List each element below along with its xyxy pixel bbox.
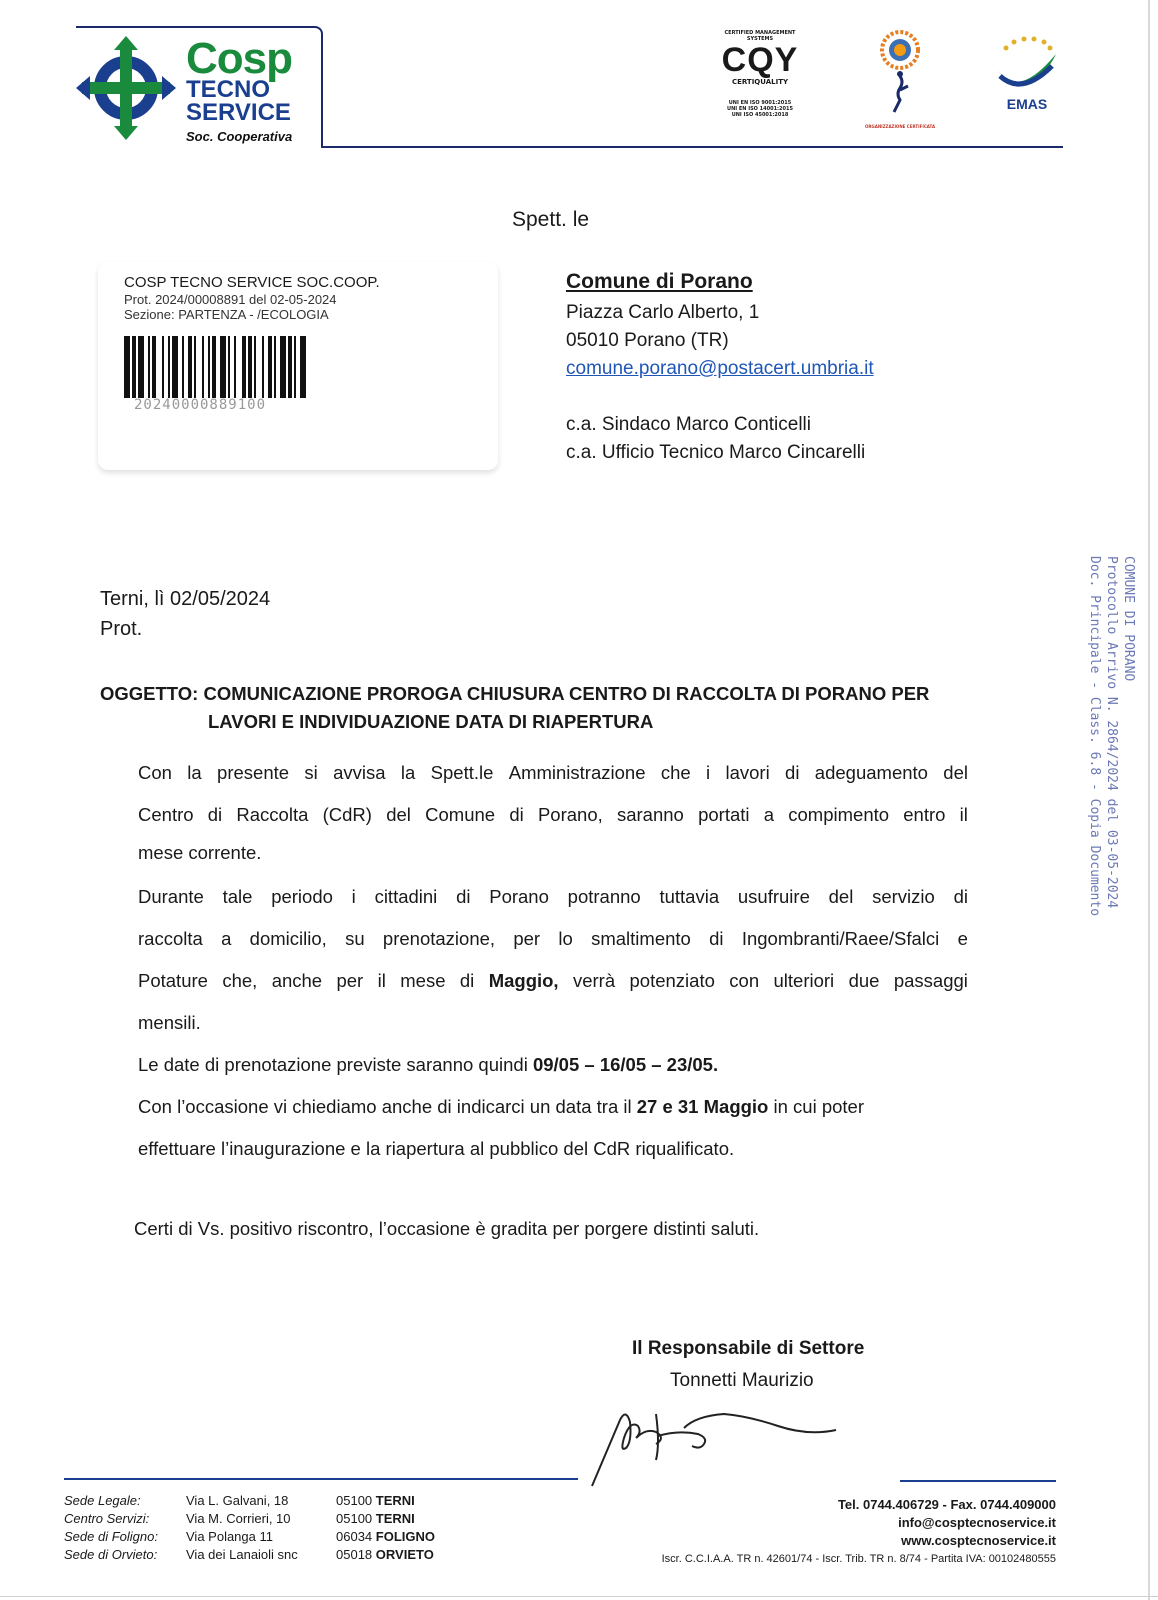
word: la [187,762,202,783]
word: di [953,886,968,907]
cert-norm: UNI ISO 45001:2018 [731,112,789,118]
signatory-name: Tonnetti Maurizio [670,1370,814,1391]
word: con [729,970,760,991]
salutation: Spett. le [512,208,590,231]
footer-email-link[interactable]: info@cosptecnoservice.it [898,1515,1056,1530]
subject-line-2: LAVORI E INDIVIDUAZIONE DATA DI RIAPERTURA [208,711,654,732]
flower-icon [864,30,936,122]
office-label: Sede di Foligno: [64,1529,158,1544]
office-row [64,1492,476,1510]
word: di [785,762,800,783]
office-row [64,1546,476,1564]
word: di [509,804,524,825]
cert-norm: UNI EN ISO 14001:2015 [727,106,793,112]
word: del [943,762,968,783]
cert-norm: UNI EN ISO 9001:2015 [728,100,792,106]
barcode-number: 20240000889100 [134,397,267,413]
office-street: Via L. Galvani, 18 [186,1493,289,1508]
recipient-address: Piazza Carlo Alberto, 1 [566,302,760,323]
letter-prot: Prot. [100,618,143,640]
word: Ingombranti/Raee/Sfalci [741,928,940,949]
logo-line-tecno: TECNO [186,76,270,103]
protocol-section: Sezione: PARTENZA - /ECOLOGIA [124,307,329,322]
body-line [138,970,968,992]
word: Comune [425,804,496,825]
barcode-bar [254,336,256,398]
watermark-line: Protocollo Arrivo N. 2864/2024 del 03-05-2024 [1104,556,1119,909]
cert-brand: CQY [721,41,799,79]
logo-line-service: SERVICE [186,99,291,126]
letter-subject [100,680,980,736]
word: lo [558,928,573,949]
barcode-bar [220,336,226,398]
word: usufruire [737,886,810,907]
footer-registration: Iscr. C.C.I.A.A. TR n. 42601/74 - Iscr. Trib. TR n. 8/74 - Partita IVA: 00102480555 [661,1553,1056,1565]
cosp-logo-icon [76,36,176,140]
body-line [138,928,968,950]
word: Con [138,762,172,783]
office-cap: 06034 [336,1529,373,1544]
watermark-line: COMUNE DI PORANO [1121,556,1136,682]
word: servizio [872,886,935,907]
booking-text: Le date di prenotazione previste saranno quindi [138,1054,533,1075]
barcode-bar [248,336,252,398]
body-line: effettuare l’inaugurazione e la riapertura al pubblico del CdR riqualificato. [138,1138,735,1159]
word: passaggi [893,970,968,991]
barcode-bar [124,336,130,398]
word: tale [222,886,253,907]
body-line [138,1054,968,1076]
word: Amministrazione [508,762,646,783]
office-cap: 05018 [336,1547,373,1562]
footer-rule-left [64,1478,578,1480]
certiquality-badge [712,30,808,118]
barcode-bar [138,336,144,398]
barcode-bar [208,336,210,398]
word: prenotazione, [382,928,496,949]
word: su [345,928,365,949]
word: ulteriori [773,970,835,991]
barcode-bar [148,336,150,398]
word: portati [698,804,750,825]
office-label: Sede di Orvieto: [64,1547,158,1562]
page-edge [1148,0,1150,1600]
barcode-icon [124,336,450,398]
recipient-name: Comune di Porano [566,270,753,293]
body-line [138,1096,968,1118]
word: compimento [788,804,890,825]
footer-offices [64,1492,476,1564]
barcode-bar [242,336,246,398]
word: a [763,804,775,825]
word: si [304,762,318,783]
word: raccolta [138,928,203,949]
office-city-name: FOLIGNO [375,1529,435,1544]
word: verrà [572,970,616,991]
office-city-name: ORVIETO [375,1547,434,1562]
word: anche [271,970,323,991]
office-city [336,1528,476,1546]
cert-norms [712,100,808,118]
word: Porano [489,886,549,907]
barcode-bar [194,336,196,398]
barcode-bar [168,336,170,398]
word: Potature [138,970,208,991]
word: tuttavia [659,886,720,907]
barcode-bar [262,336,264,398]
word: di [456,886,471,907]
recipient-attn-mayor: c.a. Sindaco Marco Conticelli [566,414,811,435]
word: lavori [725,762,770,783]
watermark-line: Doc. Principale - Class. 6.8 - Copia Documento [1087,556,1102,917]
body-line [138,762,968,784]
footer-phone: Tel. 0744.406729 - Fax. 0744.409000 [837,1497,1056,1512]
barcode-bar [274,336,276,398]
word: periodo [271,886,333,907]
word: per [336,970,364,991]
office-street: Via dei Lanaioli snc [186,1547,298,1562]
footer-rule-right [900,1480,1056,1482]
word: Durante [138,886,204,907]
office-row [64,1528,476,1546]
word: del [828,886,854,907]
barcode-bar [300,336,306,398]
footer-contacts [600,1496,1056,1568]
word: e [957,928,968,949]
word: mese [400,970,446,991]
office-label: Centro Servizi: [64,1511,150,1526]
body-line [138,886,968,908]
month-highlight: Maggio, [488,970,559,991]
office-city-name: TERNI [375,1493,415,1508]
word: avvisa [333,762,386,783]
word: i [351,886,356,907]
word: del [386,804,411,825]
cert-sub: CERTIQUALITY [731,78,789,86]
word: di [709,928,724,949]
barcode-bar [288,336,292,398]
word: che [660,762,691,783]
barcode-bar [228,336,230,398]
word: Porano, [537,804,603,825]
protocol-watermark [1086,556,1137,916]
page-bottom-rule [0,1596,1158,1597]
word: Spett.le [430,762,494,783]
office-city [336,1546,476,1564]
barcode-bar [202,336,204,398]
office-street: Via M. Corrieri, 10 [186,1511,291,1526]
footer-website-link[interactable]: www.cosptecnoservice.it [901,1533,1056,1548]
word: di [459,970,475,991]
emas-brand: EMAS [1006,96,1048,112]
word: potenziato [629,970,715,991]
barcode-bar [294,336,296,398]
org-cert-text: ORGANIZZAZIONE CERTIFICATA [864,124,936,129]
logo-line-coop: Soc. Cooperativa [186,129,293,144]
office-city [336,1510,476,1528]
office-cap: 05100 [336,1493,373,1508]
booking-dates: 09/05 – 16/05 – 23/05. [532,1054,719,1075]
barcode-bar [172,336,178,398]
office-street: Via Polanga 11 [186,1529,273,1544]
word: smaltimento [591,928,691,949]
body-line: mensili. [138,1012,201,1033]
inauguration-dates: 27 e 31 Maggio [636,1096,769,1117]
word: domicilio, [249,928,327,949]
word: a [221,928,232,949]
body-line: mese corrente. [138,842,262,863]
word: che, [222,970,258,991]
word: il [377,970,386,991]
office-row [64,1510,476,1528]
handwritten-signature-icon [586,1380,866,1490]
header-rule [321,146,1063,148]
word: la [400,762,416,783]
word: saranno [616,804,684,825]
office-city [336,1492,476,1510]
recipient-city: 05010 Porano (TR) [566,330,729,351]
body-line [138,804,968,826]
cert-top-text: CERTIFIED MANAGEMENT SYSTEMS [724,30,796,42]
word: i [706,762,711,783]
recipient-email-link[interactable]: comune.porano@postacert.umbria.it [566,358,874,379]
word: potranno [567,886,641,907]
closing-line: Certi di Vs. positivo riscontro, l’occasione è gradita per porgere distinti saluti. [134,1218,760,1239]
emas-logo-icon [992,30,1062,96]
subject-line-1: OGGETTO: COMUNICAZIONE PROROGA CHIUSURA CENTRO DI RACCOLTA DI PORANO PER [100,683,930,704]
barcode-bar [132,336,136,398]
word: Raccolta [236,804,309,825]
office-label: Sede Legale: [64,1493,141,1508]
emas-badge [992,30,1062,142]
word: Centro [138,804,194,825]
word: il [959,804,968,825]
word: presente [217,762,290,783]
protocol-number: Prot. 2024/00008891 del 02-05-2024 [124,292,337,307]
recipient-attn-technical: c.a. Ufficio Tecnico Marco Cincarelli [566,442,866,463]
word: di [207,804,223,825]
logo-wordmark: Cosp [186,34,292,83]
barcode-bar [162,336,164,398]
barcode-bar [182,336,184,398]
inauguration-text: in cui poter [768,1096,864,1117]
word: adeguamento [814,762,928,783]
barcode-bar [234,336,236,398]
word: per [513,928,541,949]
organization-certified-badge [864,30,936,140]
barcode-bar [152,336,156,398]
office-city-name: TERNI [375,1511,415,1526]
protocol-label-title: COSP TECNO SERVICE SOC.COOP. [124,274,380,291]
word: due [848,970,880,991]
word: (CdR) [322,804,372,825]
word: entro [903,804,946,825]
place-date: Terni, lì 02/05/2024 [100,588,271,610]
office-cap: 05100 [336,1511,373,1526]
word: cittadini [374,886,438,907]
inauguration-text: Con l’occasione vi chiediamo anche di indicarci un data tra il [138,1096,637,1117]
barcode-bar [280,336,286,398]
barcode-bar [268,336,272,398]
signatory-role: Il Responsabile di Settore [632,1338,865,1359]
barcode-bar [212,336,216,398]
barcode-bar [188,336,192,398]
